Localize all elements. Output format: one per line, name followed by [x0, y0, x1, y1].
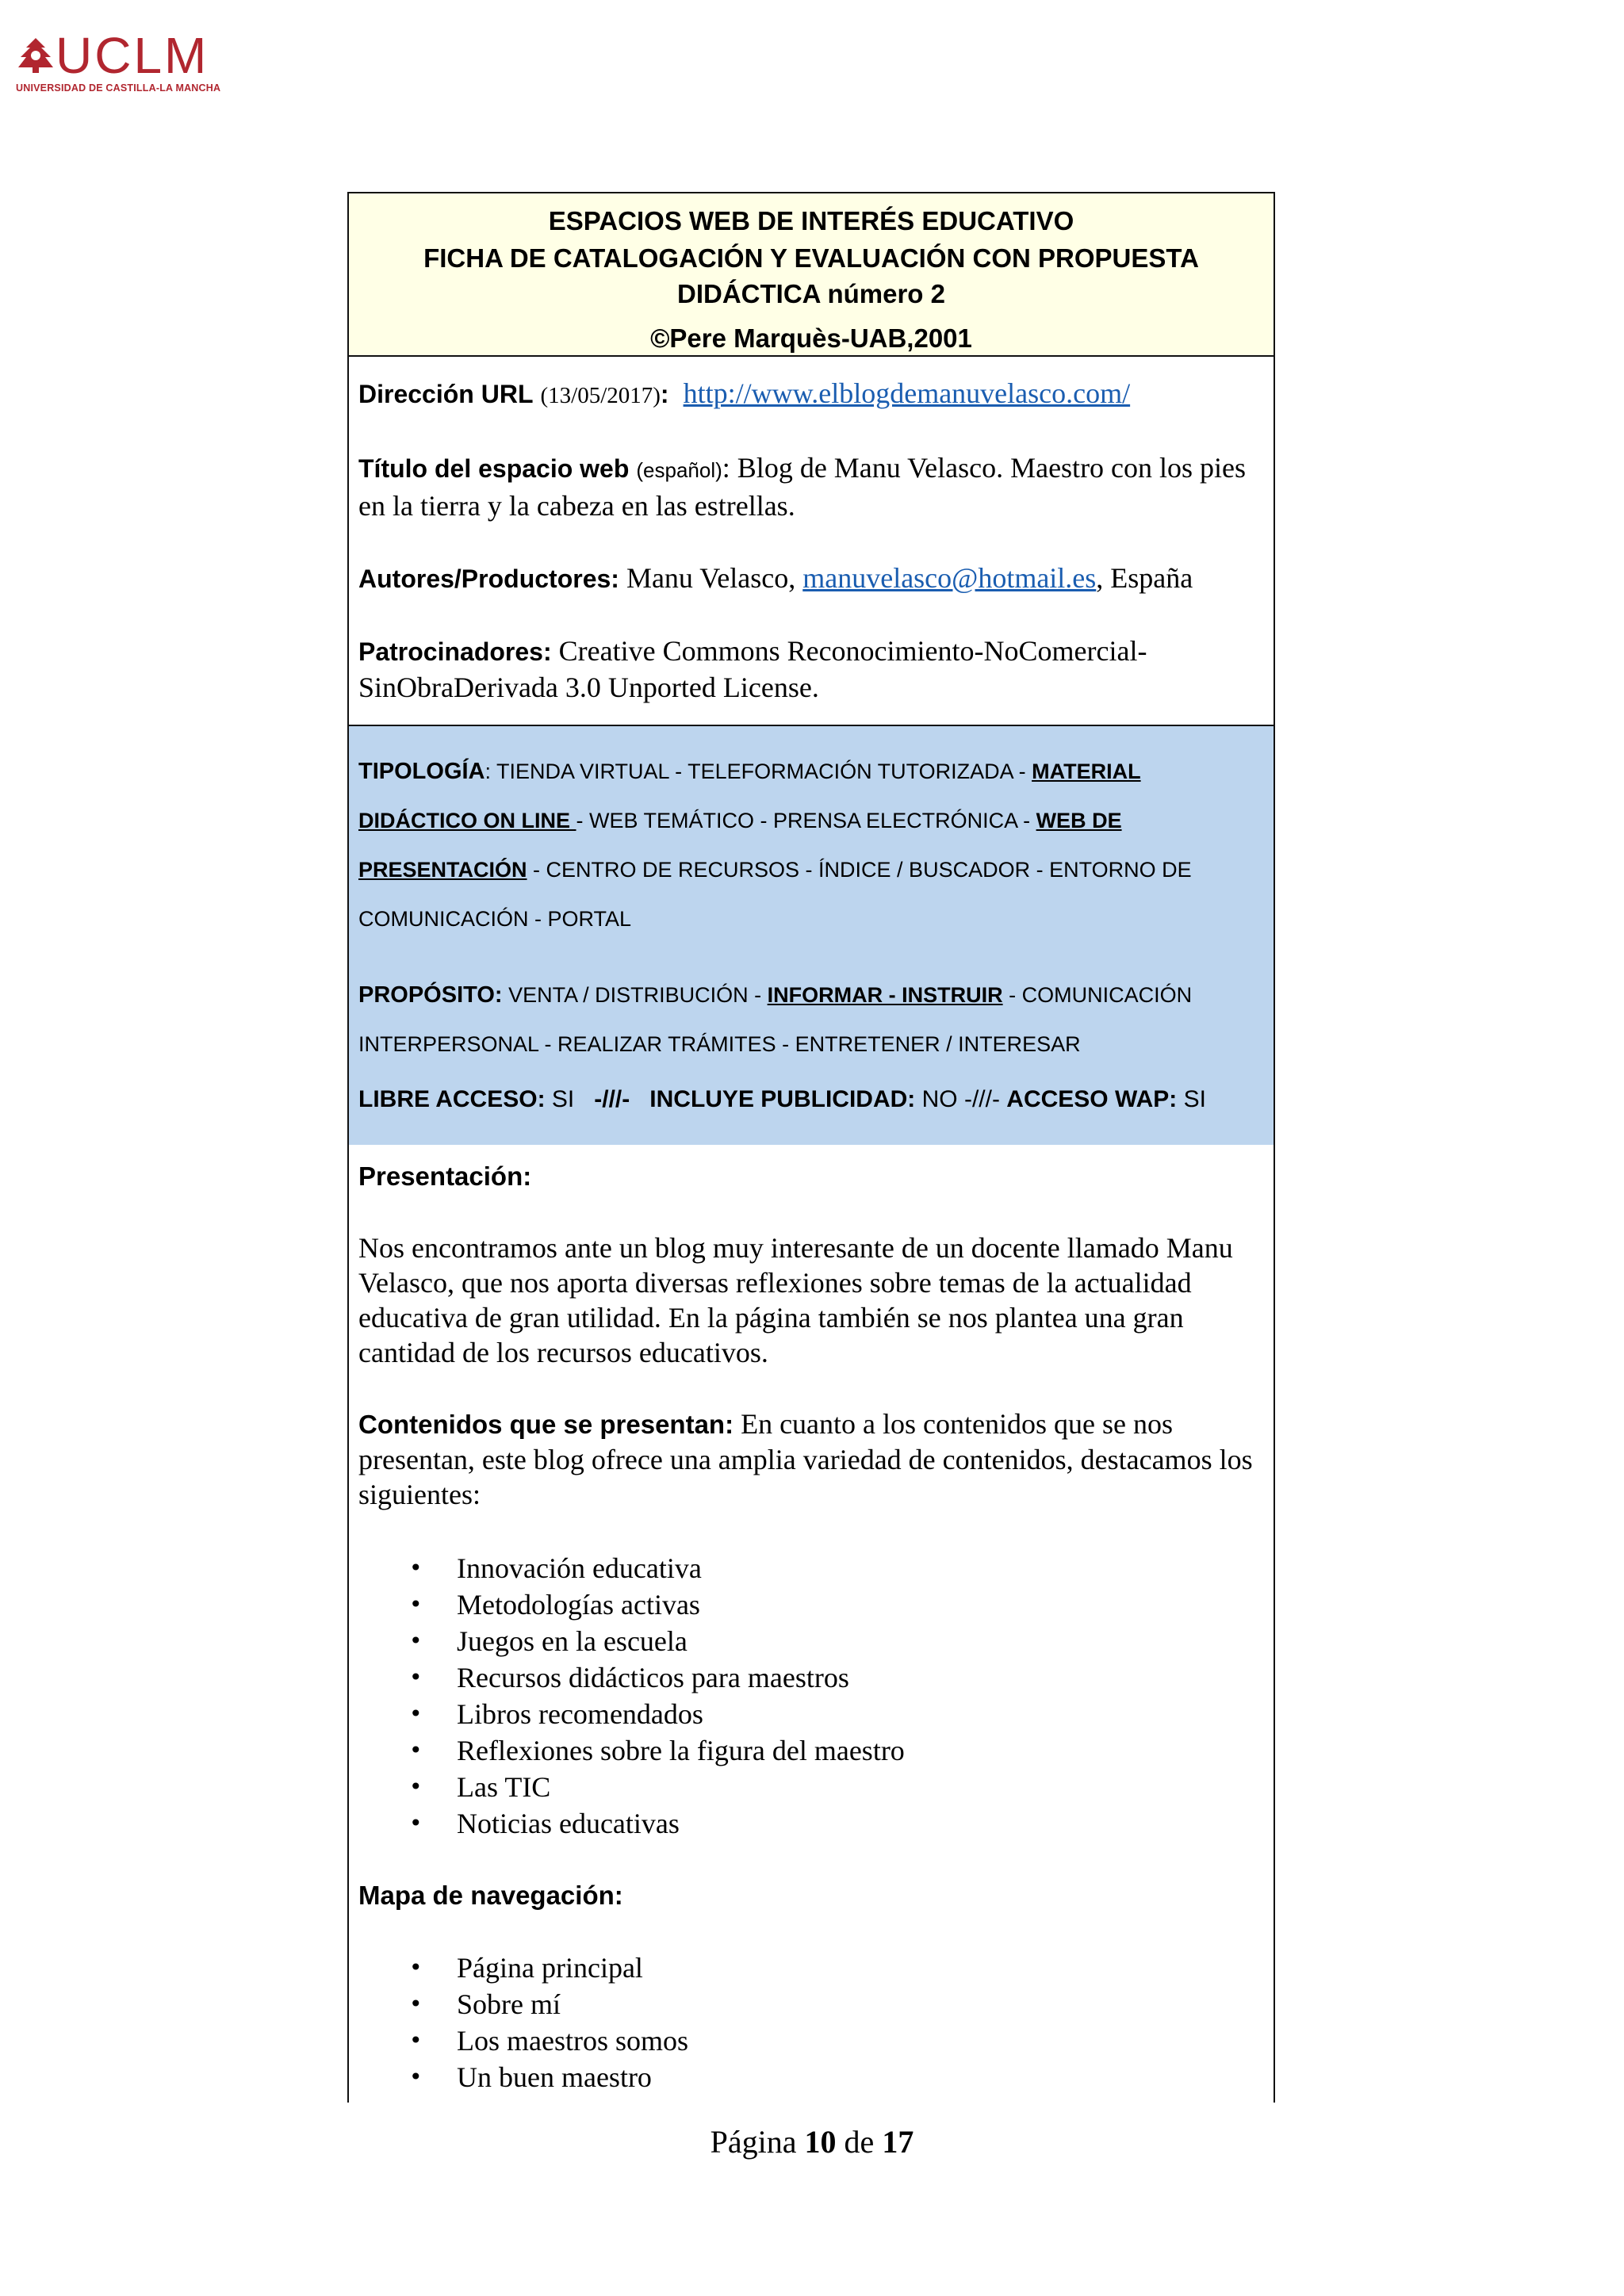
typology-text-3: - CENTRO DE RECURSOS - ÍNDICE / BUSCADOR - ENTORNO DE COMUNICACIÓN - PORTAL: [358, 858, 1192, 931]
purpose-paragraph: [358, 970, 1264, 1069]
header-line-2: FICHA DE CATALOGACIÓN Y EVALUACIÓN CON PROPUESTA: [423, 243, 1199, 273]
list-item: • Libros recomendados: [358, 1696, 1264, 1732]
authors-row: [358, 561, 1264, 597]
list-item: • Las TIC: [358, 1769, 1264, 1805]
typology-label: TIPOLOGÍA: [358, 759, 485, 784]
contents-label: Contenidos que se presentan:: [358, 1410, 734, 1439]
authors-email-link[interactable]: manuvelasco@hotmail.es: [802, 562, 1097, 594]
free-access-label: LIBRE ACCESO:: [358, 1086, 546, 1112]
page-number: [0, 2123, 1624, 2160]
free-access-value: SI: [545, 1086, 575, 1112]
separator: -///-: [594, 1086, 630, 1112]
spacer: [358, 943, 1264, 970]
typology-paragraph: [358, 747, 1264, 943]
page-middle: de: [836, 2124, 883, 2160]
presentation-text: Nos encontramos ante un blog muy interesante de un docente llamado Manu Velasco, que nos aporta diversas reflexiones sobre temas de la actualidad educativa de gran utilidad. En la página también se nos plantea una gran cantidad de los recursos educativos.: [358, 1232, 1233, 1368]
typology-material-didactico: MATERIAL DIDÁCTICO ON LINE: [358, 760, 1141, 832]
list-item: • Noticias educativas: [358, 1805, 1264, 1842]
typology-web-presentacion: WEB DE PRESENTACIÓN: [358, 809, 1122, 882]
description-section: [349, 1145, 1274, 2095]
header-line-1: ESPACIOS WEB DE INTERÉS EDUCATIVO: [548, 206, 1074, 235]
page-prefix: Página: [710, 2124, 805, 2160]
typology-section: [349, 726, 1274, 1145]
map-label: Mapa de navegación:: [358, 1881, 623, 1910]
sponsors-label: Patrocinadores:: [358, 637, 552, 666]
sponsors-text: Creative Commons Reconocimiento-NoComercial-SinObraDerivada 3.0 Unported License.: [358, 635, 1147, 703]
wap-label: ACCESO WAP:: [1006, 1086, 1178, 1112]
title-lang: (español): [636, 458, 722, 482]
title-label: Título del espacio web: [358, 454, 630, 483]
map-list: [358, 1950, 1264, 2095]
sheet-header: [349, 193, 1274, 357]
header-line-3: DIDÁCTICA número 2: [677, 279, 945, 308]
ads-label: INCLUYE PUBLICIDAD:: [649, 1086, 916, 1112]
authors-label: Autores/Productores:: [358, 564, 619, 593]
list-item: • Los maestros somos: [358, 2022, 1264, 2059]
url-label: Dirección URL: [358, 380, 534, 408]
url-row: [358, 376, 1264, 414]
header-line-4: ©Pere Marquès-UAB,2001: [650, 323, 972, 353]
purpose-informar-instruir: INFORMAR - INSTRUIR: [767, 983, 1003, 1007]
purpose-label: PROPÓSITO:: [358, 982, 503, 1008]
logo-subtitle: UNIVERSIDAD DE CASTILLA-LA MANCHA: [16, 82, 221, 94]
sponsors-row: [358, 633, 1264, 706]
authors-country: , España: [1096, 562, 1193, 594]
ads-value: NO -///-: [915, 1086, 1007, 1112]
info-section: [349, 357, 1274, 726]
uclm-emblem-icon: [16, 36, 56, 75]
url-colon: :: [660, 380, 669, 408]
title-text: : Blog de Manu Velasco. Maestro con los pies en la tierra y la cabeza en las estrellas.: [358, 452, 1247, 522]
total-pages: 17: [882, 2124, 914, 2160]
contents-list: [358, 1550, 1264, 1842]
list-item: • Un buen maestro: [358, 2059, 1264, 2095]
uclm-logo: [16, 27, 221, 94]
contents-text: En cuanto a los contenidos que se nos presentan, este blog ofrece una amplia variedad de contenidos, destacamos los siguientes:: [358, 1408, 1253, 1510]
title-row: [358, 450, 1264, 524]
list-item: • Recursos didácticos para maestros: [358, 1659, 1264, 1696]
wap-value: SI: [1177, 1086, 1206, 1112]
list-item: • Sobre mí: [358, 1986, 1264, 2022]
presentation-label: Presentación:: [358, 1161, 532, 1191]
list-item: • Página principal: [358, 1950, 1264, 1986]
contents-paragraph: [358, 1406, 1264, 1512]
purpose-text-2: - COMUNICACIÓN INTERPERSONAL - REALIZAR TRÁMITES - ENTRETENER / INTERESAR: [358, 983, 1193, 1056]
typology-text-2: - WEB TEMÁTICO - PRENSA ELECTRÓNICA -: [576, 809, 1036, 832]
list-item: • Juegos en la escuela: [358, 1623, 1264, 1659]
list-item: • Reflexiones sobre la figura del maestro: [358, 1732, 1264, 1769]
url-link[interactable]: http://www.elblogdemanuvelasco.com/: [683, 377, 1131, 409]
url-date: (13/05/2017): [540, 383, 661, 408]
purpose-text-1: VENTA / DISTRIBUCIÓN -: [502, 983, 768, 1007]
list-item: • Innovación educativa: [358, 1550, 1264, 1586]
typology-text-1: : TIENDA VIRTUAL - TELEFORMACIÓN TUTORIZADA -: [485, 760, 1032, 783]
list-item: • Metodologías activas: [358, 1586, 1264, 1623]
catalog-sheet: [347, 192, 1275, 2103]
authors-name: Manu Velasco,: [619, 562, 803, 594]
logo-wordmark: UCLM: [56, 27, 209, 84]
current-page: 10: [804, 2124, 837, 2160]
access-row: [358, 1086, 1264, 1113]
